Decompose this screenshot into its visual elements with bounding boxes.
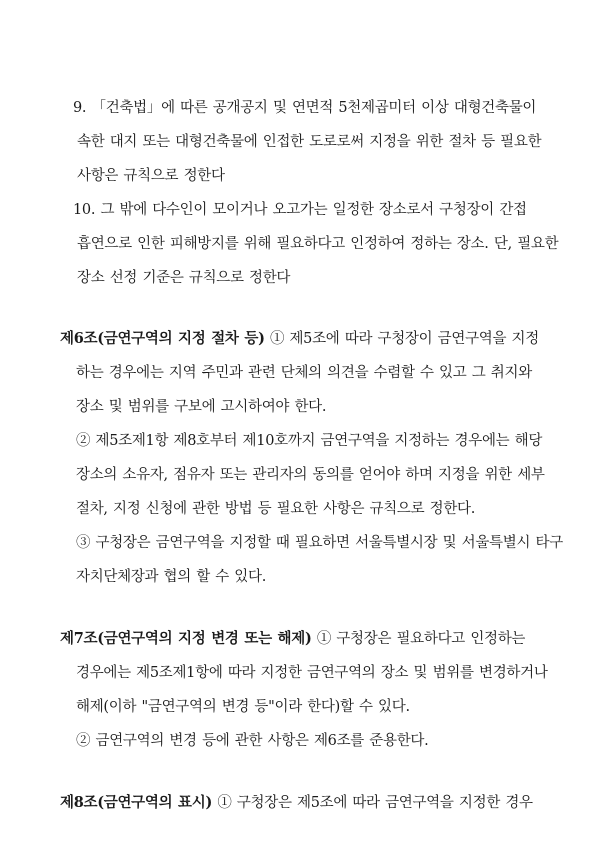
article-6-paragraph-2-line-1: ② 제5조제1항 제8호부터 제10호까지 금연구역을 지정하는 경우에는 해당: [76, 433, 543, 449]
article-7-line-3: 해제(이하 "금연구역의 변경 등"이라 한다)할 수 있다.: [76, 699, 410, 715]
article-7-title: 제7조(금연구역의 지정 변경 또는 해제): [60, 630, 312, 647]
article-6-paragraph-2-line-3: 절차, 지정 신청에 관한 방법 등 필요한 사항은 규칙으로 정한다.: [76, 501, 476, 517]
article-7-line-1: [60, 629, 525, 649]
article-8-first-text: ① 구청장은 제5조에 따라 금연구역을 지정한 경우: [212, 795, 533, 811]
article-6-paragraph-2-line-2: 장소의 소유자, 점유자 또는 관리자의 동의를 얻어야 하며 지정을 위한 세부: [76, 467, 545, 483]
article-6-paragraph-3-line-2: 자치단체장과 협의 할 수 있다.: [76, 569, 267, 585]
item-10-line-2: 흡연으로 인한 피해방지를 위해 필요하다고 인정하여 정하는 장소. 단, 필요한: [77, 236, 559, 252]
item-9-line-2: 속한 대지 또는 대형건축물에 인접한 도로로써 지정을 위한 절차 등 필요한: [77, 134, 542, 150]
article-8-title: 제8조(금연구역의 표시): [60, 794, 213, 811]
article-6-paragraph-3-line-1: ③ 구청장은 금연구역을 지정할 때 필요하면 서울특별시장 및 서울특별시 타구: [76, 535, 563, 551]
item-9-line-3: 사항은 규칙으로 정한다: [77, 168, 225, 184]
item-10-line-3: 장소 선정 기준은 규칙으로 정한다: [77, 270, 291, 286]
article-6-line-3: 장소 및 범위를 구보에 고시하여야 한다.: [76, 399, 327, 415]
article-7-first-text: ① 구청장은 필요하다고 인정하는: [311, 631, 526, 647]
article-6-title: 제6조(금연구역의 지정 절차 등): [60, 330, 265, 347]
article-7-paragraph-2: ② 금연구역의 변경 등에 관한 사항은 제6조를 준용한다.: [76, 733, 429, 749]
article-6-first-text: ① 제5조에 따라 구청장이 금연구역을 지정: [264, 331, 539, 347]
article-6-line-1: [60, 329, 539, 349]
article-8-line-1: [60, 793, 533, 813]
article-6-line-2: 하는 경우에는 지역 주민과 관련 단체의 의견을 수렴할 수 있고 그 취지와: [76, 365, 532, 381]
item-10-line-1: 10. 그 밖에 다수인이 모이거나 오고가는 일정한 장소로서 구청장이 간접: [73, 202, 527, 218]
article-7-line-2: 경우에는 제5조제1항에 따라 지정한 금연구역의 장소 및 범위를 변경하거나: [76, 665, 548, 681]
item-9-line-1: 9. 「건축법」에 따른 공개공지 및 연면적 5천제곱미터 이상 대형건축물이: [73, 100, 537, 116]
